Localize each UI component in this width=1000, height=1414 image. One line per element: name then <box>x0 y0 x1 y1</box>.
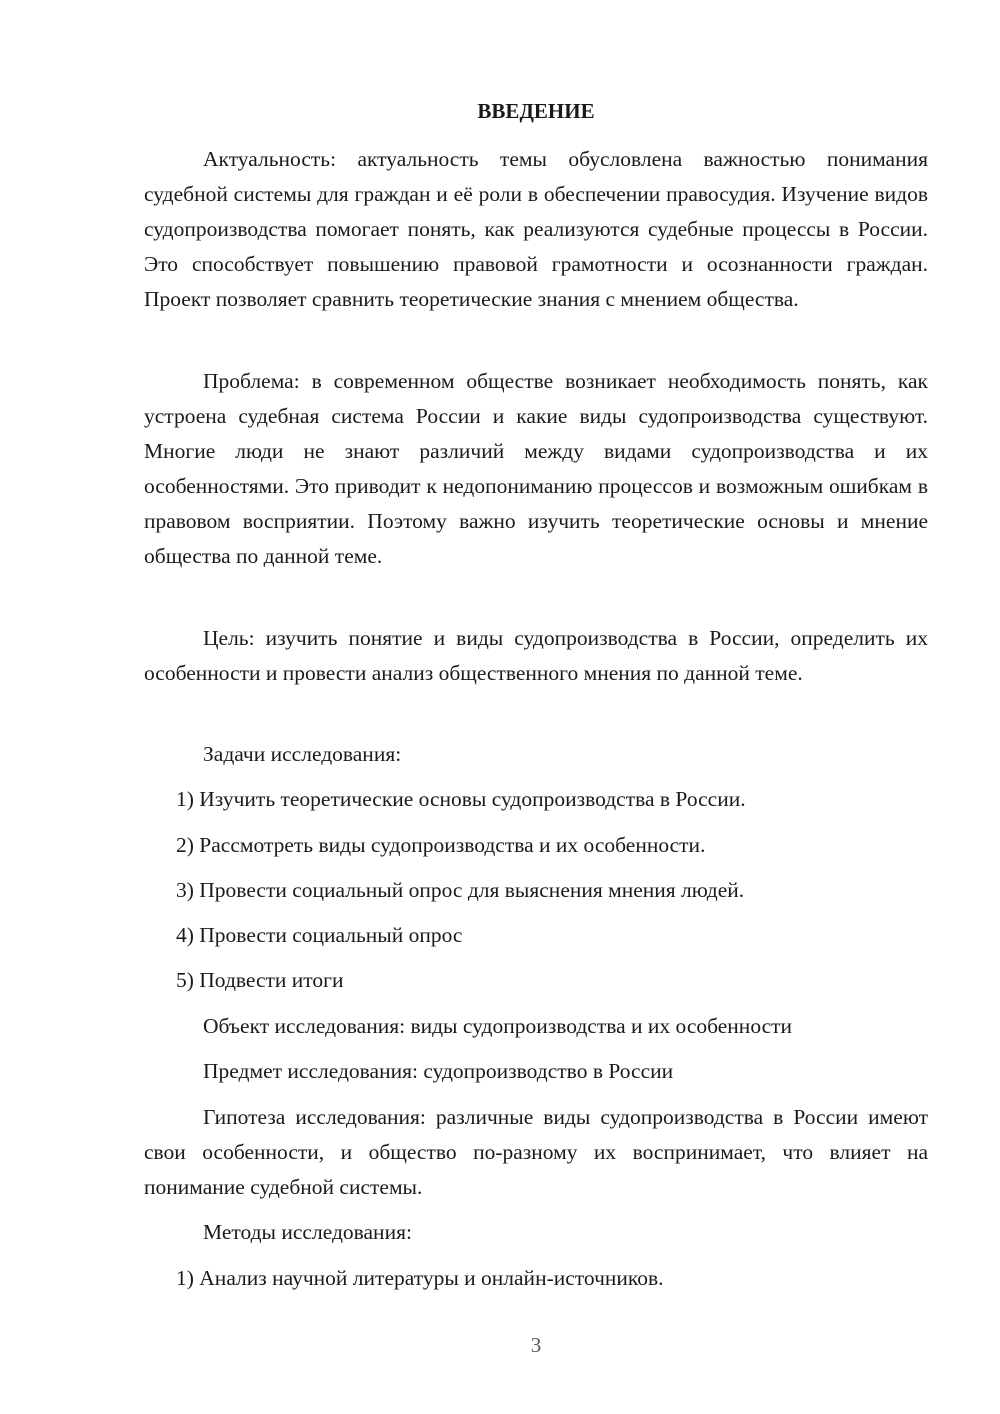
task-item-4-block <box>144 918 928 953</box>
object-block <box>144 1009 928 1044</box>
method-item: 1) Анализ научной литературы и онлайн-источников. <box>176 1266 664 1290</box>
methods-heading-block <box>144 1215 928 1250</box>
relevance-block <box>144 142 928 317</box>
tasks-heading: Задачи исследования: <box>203 742 402 766</box>
task-item-5-block <box>144 963 928 998</box>
relevance-paragraph: Актуальность: актуальность темы обусловлена важностью понимания судебной системы для граждан и её роли в обеспечении правосудия. Изучение видов судопроизводства помогает понять, как реализуются судебные процессы в России. Это способствует повышению правовой грамотности и осознанности граждан. Проект позволяет сравнить теоретические знания с мнением общества. <box>144 147 928 311</box>
page-number: 3 <box>530 1333 542 1357</box>
hypothesis-block <box>144 1100 928 1205</box>
problem-paragraph: Проблема: в современном обществе возникает необходимость понять, как устроена судебная система России и какие виды судопроизводства существуют. Многие люди не знают различий между видами судопроизводства и их особенностями. Это приводит к недопониманию процессов и возможным ошибкам в правовом восприятии. Поэтому важно изучить теоретические основы и мнение общества по данной теме. <box>144 369 928 568</box>
methods-heading: Методы исследования: <box>203 1220 412 1244</box>
task-item-2-block <box>144 828 928 863</box>
task-item: 2) Рассмотреть виды судопроизводства и их особенности. <box>176 833 706 857</box>
problem-block <box>144 364 928 574</box>
tasks-heading-block <box>144 737 928 772</box>
task-item: 4) Провести социальный опрос <box>176 923 463 947</box>
method-item-1-block <box>144 1261 928 1296</box>
task-item: 5) Подвести итоги <box>176 968 344 992</box>
task-item: 1) Изучить теоретические основы судопроизводства в России. <box>176 787 746 811</box>
subject-paragraph: Предмет исследования: судопроизводство в России <box>203 1059 674 1083</box>
object-paragraph: Объект исследования: виды судопроизводства и их особенности <box>203 1014 793 1038</box>
goal-block <box>144 621 928 691</box>
section-title: ВВЕДЕНИЕ <box>477 99 595 123</box>
subject-block <box>144 1054 928 1089</box>
task-item: 3) Провести социальный опрос для выяснения мнения людей. <box>176 878 745 902</box>
hypothesis-paragraph: Гипотеза исследования: различные виды судопроизводства в России имеют свои особенности, и общество по-разному их воспринимает, что влияет на понимание судебной системы. <box>144 1105 928 1199</box>
goal-paragraph: Цель: изучить понятие и виды судопроизводства в России, определить их особенности и провести анализ общественного мнения по данной теме. <box>144 626 928 685</box>
task-item-3-block <box>144 873 928 908</box>
task-item-1-block <box>144 782 928 817</box>
